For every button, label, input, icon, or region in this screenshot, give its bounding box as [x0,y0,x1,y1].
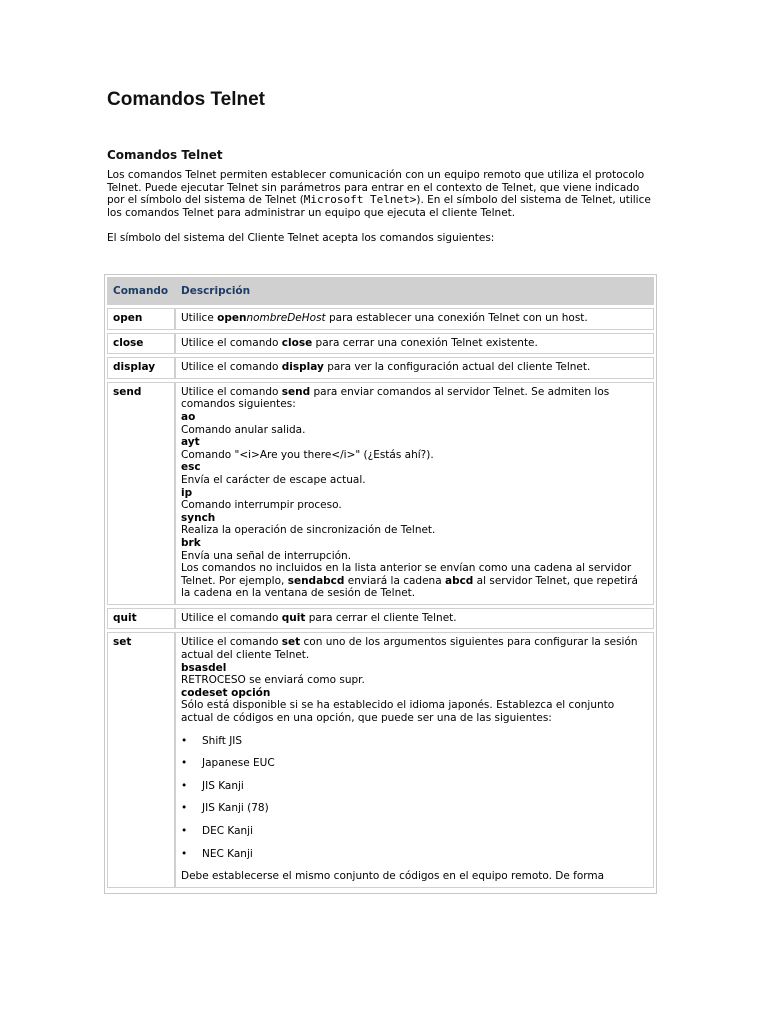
command-description [175,333,654,355]
text: para ver la configuración actual del cliente Telnet. [323,361,591,374]
section-heading: Comandos Telnet [107,148,223,162]
list-item [181,848,648,871]
command-description [175,632,654,887]
bullet-icon: • [181,734,188,747]
text: para establecer una conexión Telnet con un host. [325,312,588,324]
table-row [107,632,654,887]
set-trailing-text: Debe establecerse el mismo conjunto de códigos en el equipo remoto. De forma [181,870,605,883]
set-arg-name: bsasdel [181,661,227,674]
text: enviará la cadena [344,574,445,587]
send-arg-name: brk [181,536,201,549]
set-arg-desc: RETROCESO se enviará como supr. [181,674,365,687]
commands-table [104,274,657,894]
send-arg-desc: Comando anular salida. [181,423,306,436]
send-arg-desc: Envía una señal de interrupción. [181,549,352,562]
send-arg-desc: Envía el carácter de escape actual. [181,473,366,486]
table-row [107,382,654,605]
send-arg-desc: Comando "<i>Are you there</i>" (¿Estás ahí?). [181,448,434,461]
list-item [181,802,648,825]
send-arg-name: ayt [181,436,200,449]
set-intro [181,636,648,661]
text: para cerrar una conexión Telnet existente. [312,336,538,349]
send-arg-name: ao [181,410,196,423]
bold-text: close [281,336,313,349]
text: al servidor Telnet, que repetirá la cadena en la ventana de sesión de Telnet. [181,574,638,600]
bullet-icon: • [181,847,188,860]
bold-text: send [281,385,311,398]
command-description [175,357,654,379]
option-label: Shift JIS [202,734,243,747]
send-arg-desc: Realiza la operación de sincronización de Telnet. [181,524,436,537]
list-item [181,757,648,780]
list-item [181,825,648,848]
text: para enviar comandos al servidor Telnet. Se admiten los comandos siguientes: [181,385,610,411]
option-label: DEC Kanji [202,825,254,837]
bold-text: set [281,636,301,649]
table-row [107,357,654,379]
column-header-command: Comando [107,277,175,305]
send-tail [181,562,648,600]
bullet-icon: • [181,802,188,815]
send-arg-name: synch [181,511,216,524]
send-arg-name: esc [181,461,201,474]
text: Utilice el comando [181,636,282,649]
command-description [175,382,654,605]
text: Los comandos no incluidos en la lista anterior se envían como una cadena al servidor Telnet. Por ejemplo, [181,562,632,587]
column-header-description: Descripción [175,277,654,305]
command-name: close [107,333,175,355]
bold-text: open [217,312,247,324]
list-item [181,780,648,803]
table-row [107,608,654,630]
text: Utilice el comando [181,611,282,624]
command-description [175,608,654,630]
text: Utilice el comando [181,385,282,398]
set-arg-name: codeset opción [181,686,271,699]
bullet-icon: • [181,825,188,837]
codeset-options-list [181,735,648,871]
option-label: JIS Kanji (78) [202,802,269,815]
send-arg-desc: Comando interrumpir proceso. [181,499,342,512]
intro-paragraph-2: El símbolo del sistema del Cliente Telnet acepta los comandos siguientes: [107,231,495,244]
bold-text: sendabcd [287,574,345,587]
bullet-icon: • [181,757,188,770]
bullet-icon: • [181,779,188,792]
table-header-row [107,277,654,305]
bold-text: abcd [444,574,474,587]
text: con uno de los argumentos siguientes para configurar la sesión actual del cliente Telnet. [181,636,638,662]
intro-text [107,169,657,257]
set-arg-desc: Sólo está disponible si se ha establecido el idioma japonés. Establezca el conjunto actual de códigos en una opción, que puede ser una de las siguientes: [181,699,615,725]
option-label: JIS Kanji [202,779,244,792]
text: Utilice el comando [181,361,282,374]
intro-text-part: Los comandos Telnet permiten establecer comunicación con un equipo remoto que utiliza el protocolo Telnet. Puede ejecutar Telnet sin parámetros para entrar en el contexto de Telnet, que viene indicado por el símbolo del sistema de Telnet ( [107,169,645,207]
text: para cerrar el cliente Telnet. [305,611,457,624]
send-intro [181,386,648,411]
italic-text: nombreDeHost [246,312,326,324]
send-arg-name: ip [181,486,193,499]
bold-text: quit [281,611,306,624]
command-name: display [107,357,175,379]
intro-paragraph-1 [107,169,657,219]
command-name: open [107,308,175,330]
table-row [107,308,654,330]
page-title: Comandos Telnet [107,89,265,110]
table-row [107,333,654,355]
telnet-prompt-code: Microsoft Telnet> [303,193,417,207]
option-label: Japanese EUC [202,757,275,770]
command-name: quit [107,608,175,630]
text: Utilice [181,312,218,324]
bold-text: display [281,361,324,374]
command-name: set [107,632,175,887]
command-name: send [107,382,175,605]
command-description [175,308,654,330]
list-item [181,735,648,758]
intro-text-part: ). En el símbolo del sistema de Telnet, utilice los comandos Telnet para administrar un equipo que ejecuta el cliente Telnet. [107,194,651,219]
text: Utilice el comando [181,336,282,349]
option-label: NEC Kanji [202,847,253,860]
